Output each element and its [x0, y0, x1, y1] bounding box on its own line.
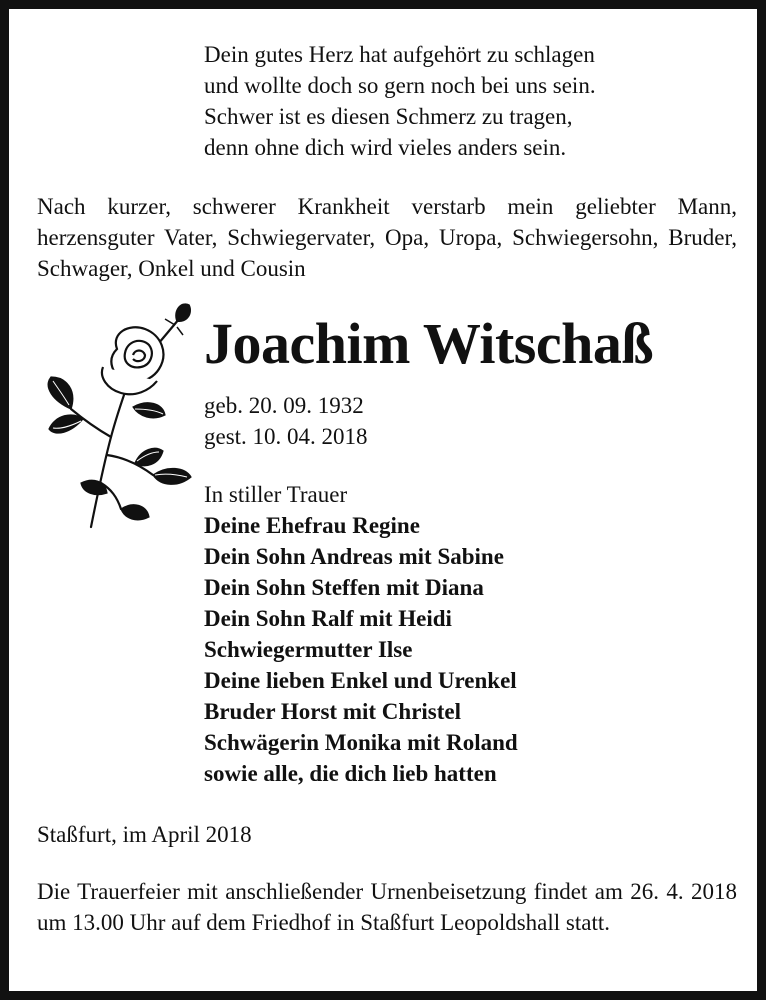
memorial-poem — [204, 39, 596, 163]
place-date: Staßfurt, im April 2018 — [37, 822, 252, 847]
mourner: Deine Ehefrau Regine — [204, 513, 420, 538]
mourner: Bruder Horst mit Christel — [204, 699, 462, 724]
life-dates — [204, 390, 368, 452]
death-date: gest. 10. 04. 2018 — [204, 424, 368, 449]
mourning-heading: In stiller Trauer — [204, 482, 348, 507]
mourner: Dein Sohn Ralf mit Heidi — [204, 606, 452, 631]
poem-line: denn ohne dich wird vieles anders sein. — [204, 135, 567, 160]
death-announcement: Nach kurzer, schwerer Krankheit verstarb mein geliebter Mann, herzensguter Vater, Schwiegervater, Opa, Uropa, Schwiegersohn, Bruder, Schwager, Onkel und Cousin — [37, 194, 737, 281]
mourner: Schwiegermutter Ilse — [204, 637, 413, 662]
rose-icon — [37, 297, 197, 529]
poem-line: Dein gutes Herz hat aufgehört zu schlagen — [204, 42, 595, 67]
mourner: Dein Sohn Andreas mit Sabine — [204, 544, 504, 569]
poem-line: und wollte doch so gern noch bei uns sein. — [204, 73, 596, 98]
mourner: Schwägerin Monika mit Roland — [204, 730, 518, 755]
mourners-list — [204, 479, 518, 789]
mourner: sowie alle, die dich lieb hatten — [204, 761, 497, 786]
birth-date: geb. 20. 09. 1932 — [204, 393, 364, 418]
funeral-notice: Die Trauerfeier mit anschließender Urnenbeisetzung findet am 26. 4. 2018 um 13.00 Uhr auf dem Friedhof in Staßfurt Leopoldshall statt. — [37, 879, 737, 935]
mourner: Dein Sohn Steffen mit Diana — [204, 575, 484, 600]
deceased-name: Joachim Witschaß — [204, 311, 654, 376]
poem-line: Schwer ist es diesen Schmerz zu tragen, — [204, 104, 573, 129]
mourner: Deine lieben Enkel und Urenkel — [204, 668, 517, 693]
